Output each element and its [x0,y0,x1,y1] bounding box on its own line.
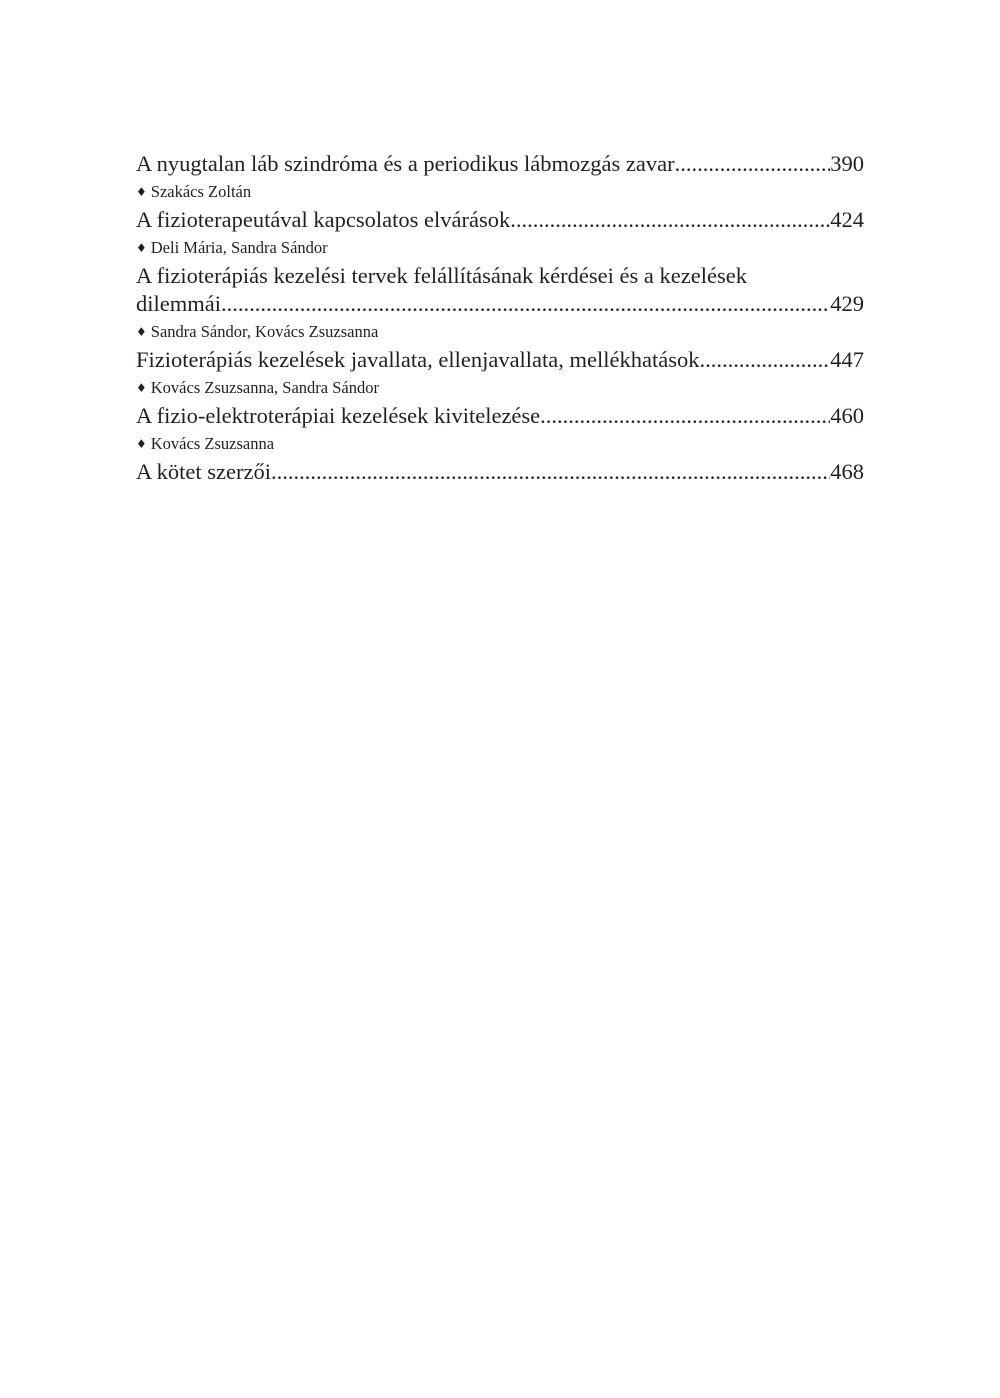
diamond-bullet-icon: ♦ [136,241,147,255]
toc-entry-title [136,402,864,430]
toc-entry-authors [136,318,864,346]
toc-entry-title-text: A kötet szerzői [136,459,271,484]
toc-entry-title [136,346,864,374]
toc-leader-dots [271,458,830,486]
toc-leader-dots [700,346,831,374]
toc-entry-title-text: A fizioterapeutával kapcsolatos elvárások [136,207,511,232]
toc-entry-title-text: dilemmái [136,291,221,316]
toc-entry-page: 390 [830,151,864,176]
toc-entry-page: 429 [830,291,864,316]
toc-entry-title-text: Fizioterápiás kezelések javallata, ellenjavallata, mellékhatások [136,347,700,372]
toc-entry-title-text: A fizio-elektroterápiai kezelések kivitelezése [136,403,541,428]
toc-entry-page: 424 [830,207,864,232]
toc-entry-authors [136,234,864,262]
toc-leader-dots [510,206,830,234]
toc-leader-dots [540,402,830,430]
diamond-bullet-icon: ♦ [136,325,147,339]
toc-leader-dots [221,290,830,318]
diamond-bullet-icon: ♦ [136,381,147,395]
toc-entry-title [136,290,864,318]
toc-entry-title-text: A nyugtalan láb szindróma és a periodikus lábmozgás zavar [136,151,675,176]
table-of-contents [136,150,864,486]
toc-entry-page: 468 [830,459,864,484]
diamond-bullet-icon: ♦ [136,185,147,199]
toc-entry-authors [136,430,864,458]
toc-entry-authors [136,178,864,206]
toc-entry-authors-text: Kovács Zsuzsanna, Sandra Sándor [150,378,379,397]
toc-entry-authors-text: Szakács Zoltán [150,182,252,201]
toc-entry-title-first-line: A fizioterápiás kezelési tervek felállításának kérdései és a kezelések [136,263,747,288]
toc-entry-authors-text: Deli Mária, Sandra Sándor [150,238,328,257]
diamond-bullet-icon: ♦ [136,437,147,451]
toc-entry-page: 460 [830,403,864,428]
toc-entry-title [136,206,864,234]
toc-entry-authors [136,374,864,402]
toc-entry-page: 447 [830,347,864,372]
toc-entry-title [136,150,864,178]
toc-entry-authors-text: Sandra Sándor, Kovács Zsuzsanna [150,322,379,341]
toc-entry-authors-text: Kovács Zsuzsanna [150,434,275,453]
toc-leader-dots [675,150,831,178]
toc-entry-title [136,458,864,486]
